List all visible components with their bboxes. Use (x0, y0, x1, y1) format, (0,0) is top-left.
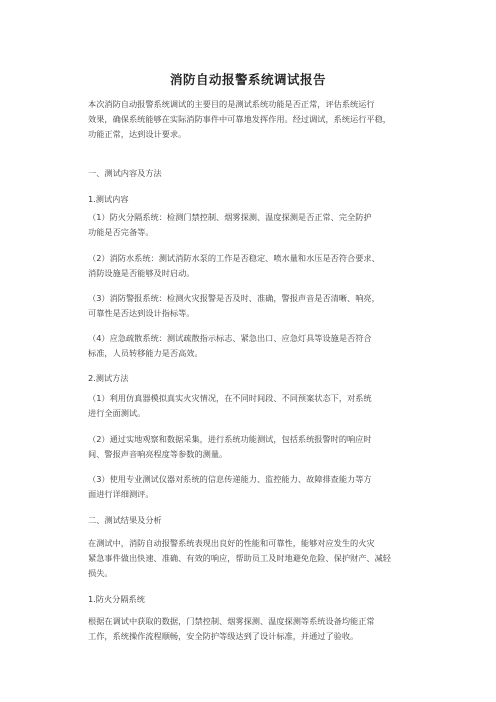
paragraph-2-intro: 在测试中，消防自动报警系统表现出良好的性能和可靠性，能够对应发生的火灾 紧急事件做出快速、准确、有效的响应，帮助员工及时地避免危险、保护财产、减轻 损失。 (88, 538, 391, 578)
section-heading-1: 一、测试内容及方法 (88, 168, 162, 178)
document-title: 消防自动报警系统调试报告 (169, 72, 326, 87)
section-heading-2: 二、测试结果及分析 (88, 515, 162, 525)
paragraph-2-1: 根据在调试中获取的数据，门禁控制、烟雾探测、温度探测等系统设备均能正常 工作，系统操作流程顺畅，安全防护等级达到了设计标准，并通过了验收。 (88, 616, 375, 641)
paragraph-1-1-2: （2）消防水系统：测试消防水泵的工作是否稳定、喷水量和水压是否符合要求、 消防设施是否能够及时启动。 (88, 253, 380, 278)
subsection-heading-1-1: 1.测试内容 (88, 194, 129, 204)
paragraph-1-1-3: （3）消防警报系统：检测火灾报警是否及时、准确，警报声音是否清晰、响亮， 可靠性是否达到设计指标等。 (88, 293, 380, 318)
paragraph-1-2-1: （1）利用仿真器模拟真实火灾情况，在不同时间段、不同预案状态下，对系统 进行全面测试。 (88, 393, 372, 418)
paragraph-1-1-1: （1）防火分隔系统：检测门禁控制、烟雾探测、温度探测是否正常、完全防护 功能是否完备等。 (88, 212, 372, 237)
paragraph-intro: 本次消防自动报警系统调试的主要目的是测试系统功能是否正常，评估系统运行 效果，确保系统能够在实际消防事件中可靠地发挥作用。经过调试，系统运行平稳， 功能正常，达到设计要求。 (88, 99, 391, 139)
paragraph-1-2-3: （3）使用专业测试仪器对系统的信息传递能力、监控能力、故障排查能力等方 面进行详细测评。 (88, 474, 372, 499)
paragraph-1-1-4: （4）应急疏散系统：测试疏散指示标志、紧急出口、应急灯具等设施是否符合 标准，人员转移能力是否高效。 (88, 333, 372, 358)
subsection-heading-2-1: 1.防火分隔系统 (88, 594, 145, 604)
subsection-heading-1-2: 2.测试方法 (88, 373, 129, 383)
paragraph-1-2-2: （2）通过实地观察和数据采集，进行系统功能测试，包括系统报警时的响应时 间、警报声音响亮程度等参数的测量。 (88, 434, 372, 459)
